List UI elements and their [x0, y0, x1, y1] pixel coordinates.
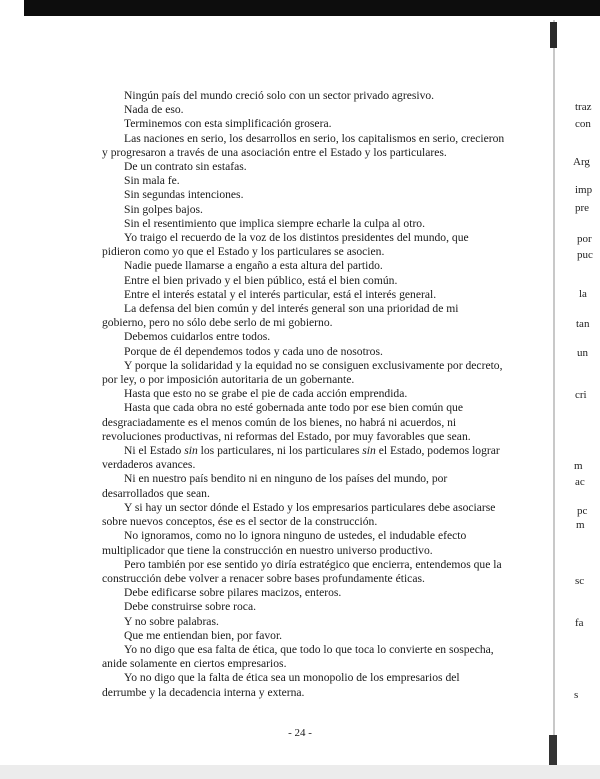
text-line: Sin segundas intenciones.	[124, 188, 244, 202]
text-line: Que me entiendan bien, por favor.	[124, 628, 283, 642]
text-line: La defensa del bien común y del interés general son una prioridad de mi	[124, 302, 459, 316]
page-number: - 24 -	[288, 727, 312, 739]
margin-fragment: por	[577, 233, 592, 245]
text-line: Yo no digo que la falta de ética sea un monopolio de los empresarios del	[124, 671, 460, 685]
text-line: Ni en nuestro país bendito ni en ninguno de los países del mundo, por	[124, 472, 448, 486]
text-line: Debe edificarse sobre pilares macizos, enteros.	[124, 586, 342, 600]
margin-fragment: m	[574, 460, 583, 472]
text-line: anide solamente en ciertos empresarios.	[102, 657, 287, 671]
text-line: Yo no digo que esa falta de ética, que todo lo que toca lo convierte en sospecha,	[124, 642, 494, 656]
page-body-text	[102, 89, 505, 700]
text-line: Nadie puede llamarse a engaño a esta altura del partido.	[124, 259, 383, 273]
text-line: Hasta que esto no se grabe el pie de cada acción emprendida.	[124, 387, 408, 401]
text-line: Ningún país del mundo creció solo con un sector privado agresivo.	[124, 89, 435, 102]
margin-fragment: ac	[575, 476, 585, 488]
text-line: derrumbe y la decadencia interna y externa.	[102, 685, 305, 699]
text-line: Terminemos con esta simplificación grosera.	[124, 117, 332, 131]
text-line: Las naciones en serio, los desarrollos en serio, los capitalismos en serio, crecieron	[124, 131, 505, 145]
margin-fragment: sc	[575, 575, 585, 587]
text-line: Y si hay un sector dónde el Estado y los empresarios particulares debe asociarse	[124, 500, 496, 514]
text-line: sobre nuevos conceptos, ése es el sector de la construcción.	[102, 515, 378, 529]
margin-fragment: tan	[576, 318, 590, 330]
margin-fragment: traz	[575, 101, 592, 113]
text-line: Sin el resentimiento que implica siempre echarle la culpa al otro.	[124, 216, 426, 230]
text-line: Ni el Estado sin los particulares, ni los particulares sin el Estado, podemos lograr	[124, 444, 500, 458]
margin-fragment: con	[575, 118, 591, 130]
book-gutter-shadow	[553, 20, 555, 765]
text-line: pidieron como yo que el Estado y los particulares se asocien.	[102, 245, 385, 259]
text-line: Hasta que cada obra no esté gobernada ante todo por ese bien común que	[124, 401, 463, 415]
margin-fragment: pc	[577, 505, 588, 517]
text-line: Porque de él dependemos todos y cada uno de nosotros.	[124, 344, 383, 358]
text-line: construcción debe volver a renacer sobre bases profundamente éticas.	[102, 571, 425, 585]
text-line: Sin golpes bajos.	[124, 202, 203, 216]
text-line: multiplicador que tiene la construcción en nuestro universo productivo.	[102, 543, 433, 557]
text-line: Y porque la solidaridad y la equidad no se consiguen exclusivamente por decreto,	[124, 358, 503, 372]
text-line: y progresaron a través de una asociación entre el Estado y los particulares.	[102, 145, 447, 159]
scan-top-edge	[0, 0, 600, 16]
book-gutter-bottom-mark	[549, 735, 557, 765]
margin-fragment: un	[577, 347, 588, 359]
text-line: Entre el bien privado y el bien público, está el bien común.	[124, 273, 398, 287]
text-line: No ignoramos, como no lo ignora ninguno de ustedes, el indudable efecto	[124, 529, 467, 543]
text-line: revoluciones productivas, ni reformas del Estado, por muy favorables que sean.	[102, 429, 471, 443]
margin-fragment: imp	[575, 184, 593, 196]
margin-fragment: pre	[575, 202, 590, 214]
text-line: desarrollados que sean.	[102, 486, 210, 500]
scan-left-edge	[0, 0, 24, 779]
text-line: Nada de eso.	[124, 103, 184, 117]
text-line: Debemos cuidarlos entre todos.	[124, 330, 271, 344]
text-line: verdaderos avances.	[102, 458, 196, 472]
text-line: gobierno, pero no sólo debe serlo de mi gobierno.	[102, 316, 333, 330]
text-line: Y no sobre palabras.	[124, 614, 219, 628]
margin-fragment: m	[576, 519, 585, 531]
text-line: Pero también por ese sentido yo diría estratégico que encierra, entendemos que la	[124, 557, 502, 571]
margin-fragment: puc	[577, 249, 593, 261]
text-line: De un contrato sin estafas.	[124, 160, 247, 174]
margin-fragment: la	[579, 288, 587, 300]
text-line: Sin mala fe.	[124, 174, 180, 188]
margin-fragment: cri	[575, 389, 587, 401]
margin-fragment: Arg	[573, 156, 590, 168]
text-line: desgraciadamente es el menos común de los bienes, no habrá ni acuerdos, ni	[102, 415, 457, 429]
scan-bottom-edge	[0, 765, 600, 779]
margin-fragment: fa	[575, 617, 584, 629]
text-line: Entre el interés estatal y el interés particular, está el interés general.	[124, 287, 437, 301]
text-line: Yo traigo el recuerdo de la voz de los distintos presidentes del mundo, que	[124, 231, 469, 245]
book-gutter-top-mark	[550, 22, 557, 48]
margin-fragment: s	[574, 689, 579, 701]
text-line: por ley, o por imposición autoritaria de un gobernante.	[102, 373, 355, 387]
text-line: Debe construirse sobre roca.	[124, 600, 256, 614]
